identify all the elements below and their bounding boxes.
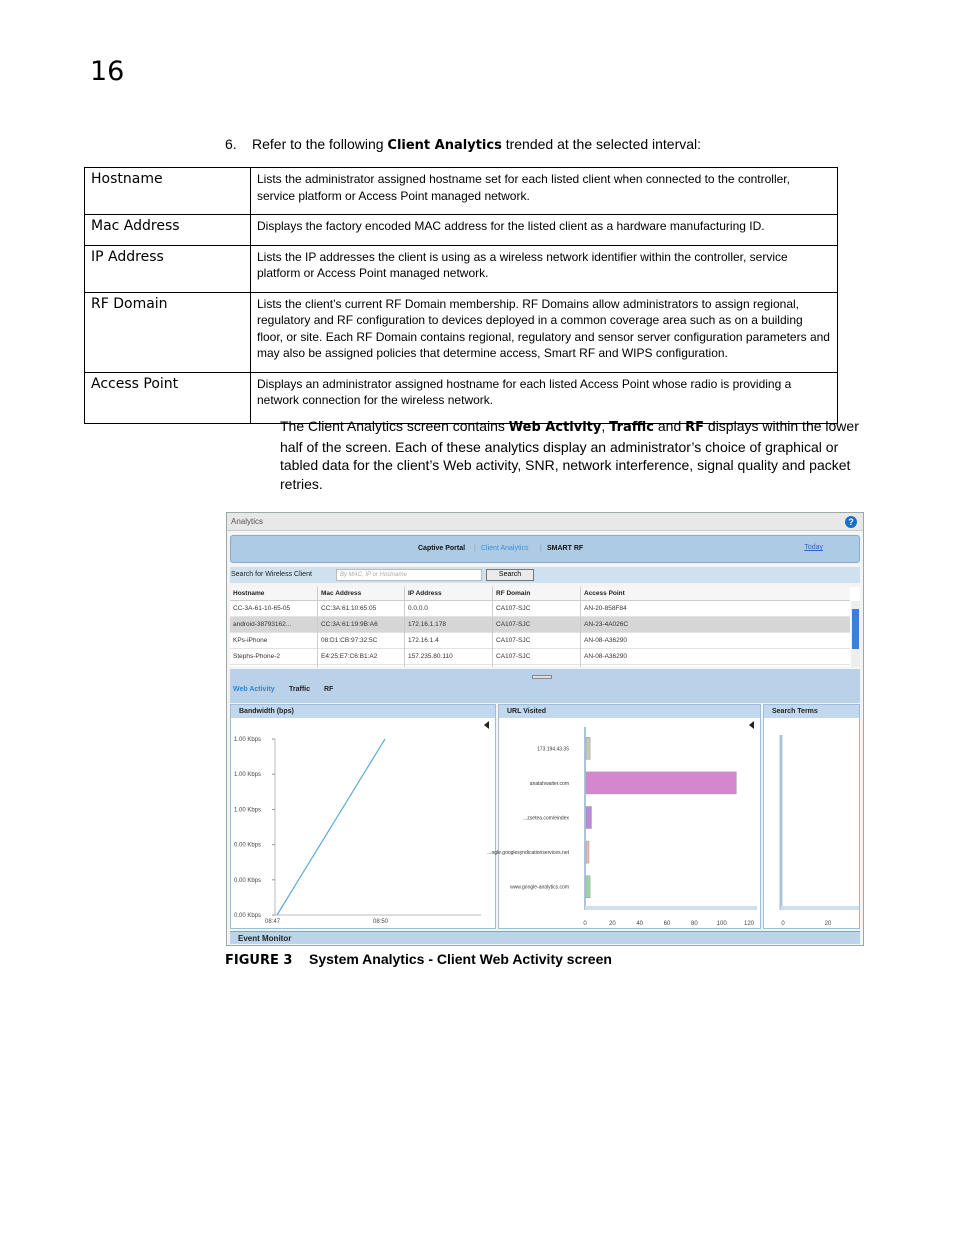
table-row[interactable] bbox=[230, 649, 850, 665]
bandwidth-series-line bbox=[277, 739, 385, 915]
tab-separator: | bbox=[474, 545, 476, 552]
panel-splitter-handle[interactable] bbox=[532, 675, 552, 679]
y-tick-label: 0.00 Kbps bbox=[234, 877, 262, 884]
url-bar bbox=[586, 841, 589, 863]
figure-caption bbox=[225, 951, 612, 968]
table-row[interactable] bbox=[230, 601, 850, 617]
x-tick-label: 40 bbox=[636, 921, 644, 927]
column-divider bbox=[492, 587, 493, 667]
x-tick-label: 0 bbox=[583, 921, 587, 927]
search-bar bbox=[230, 567, 860, 583]
table-row[interactable] bbox=[230, 617, 850, 633]
category-label: anatahwaiter.com bbox=[529, 780, 569, 787]
cell-rf-domain: CA107-SJC bbox=[496, 605, 531, 612]
chapter-number: 16 bbox=[90, 56, 125, 87]
cell-ip: 172.16.1.4 bbox=[408, 637, 439, 644]
cell-mac: E4:25:E7:C6:B1:A2 bbox=[321, 653, 378, 660]
y-tick-label: 1.00 Kbps bbox=[234, 737, 262, 743]
cell-ip: 157.235.80.110 bbox=[408, 653, 453, 660]
analytics-title-bar bbox=[227, 513, 863, 531]
para-bold-rf: RF bbox=[685, 420, 705, 435]
x-tick-label: 120 bbox=[743, 921, 755, 927]
category-label: 173.194.43.35 bbox=[537, 746, 569, 753]
definition-row bbox=[85, 245, 838, 292]
cell-access-point: AN-08-A36290 bbox=[584, 637, 627, 644]
tab-captive-portal[interactable]: Captive Portal bbox=[418, 545, 466, 552]
analytics-title: Analytics bbox=[231, 517, 264, 526]
step-emphasis: Client Analytics bbox=[387, 138, 502, 153]
x-axis-band bbox=[781, 906, 859, 910]
definition-row bbox=[85, 372, 838, 423]
column-header[interactable]: RF Domain bbox=[496, 590, 531, 597]
definition-description: Lists the client’s current RF Domain membership. RF Domains allow administrators to assign regional, regulatory and RF configuration to devices deployed in a common coverage area such as on a building floor, or site. Each RF Domain contains regional, regulatory and sensor server configuration parameters and may also be assigned policies that determine access, Smart RF and WIPS configuration. bbox=[251, 292, 838, 372]
cell-ip: 172.16.1.178 bbox=[408, 621, 446, 628]
cell-mac: 08:D1:CB:97:32:5C bbox=[321, 637, 378, 644]
cell-hostname: Stephs-Phone-2 bbox=[233, 653, 280, 660]
search-label: Search for Wireless Client bbox=[231, 571, 312, 578]
url-bar bbox=[586, 876, 590, 898]
body-paragraph bbox=[280, 417, 872, 493]
help-icon[interactable]: ? bbox=[845, 516, 857, 528]
event-monitor-bar[interactable]: Event Monitor bbox=[230, 931, 860, 944]
x-axis-band bbox=[585, 906, 757, 910]
column-divider bbox=[404, 587, 405, 667]
column-header[interactable]: Mac Address bbox=[321, 590, 362, 597]
cell-access-point: AN-08-A36290 bbox=[584, 653, 627, 660]
url-panel bbox=[487, 704, 761, 929]
category-label: www.google-analytics.com bbox=[510, 884, 569, 891]
search-terms-panel-title: Search Terms bbox=[764, 705, 859, 718]
x-tick-label: 08:47 bbox=[265, 919, 281, 925]
bandwidth-panel-title: Bandwidth (bps) bbox=[231, 705, 495, 718]
step-suffix: trended at the selected interval: bbox=[501, 136, 702, 152]
y-tick-label: 0.00 Kbps bbox=[234, 913, 262, 919]
tab-client-analytics[interactable]: Client Analytics bbox=[481, 545, 529, 552]
para-text: displays within the lower half of the screen. Each of these analytics display an administrator’s choice of graphical or tabled data for the client’s Web activity, SNR, network interference, signal quality and packet retries. bbox=[280, 418, 859, 492]
category-label: ...zsetea.com/eindex bbox=[523, 815, 569, 822]
cell-hostname: android-38793162... bbox=[233, 621, 292, 628]
x-tick-label: 0 bbox=[781, 921, 785, 927]
figure-label: FIGURE 3 bbox=[225, 953, 293, 968]
y-tick-label: 1.00 Kbps bbox=[234, 807, 262, 814]
search-terms-chart bbox=[764, 705, 861, 930]
tab-separator: | bbox=[540, 545, 542, 552]
column-header[interactable]: Access Point bbox=[584, 590, 625, 597]
definition-row bbox=[85, 215, 838, 246]
step-number: 6. bbox=[225, 136, 237, 152]
para-bold-web-activity: Web Activity bbox=[508, 420, 602, 435]
step-prefix: Refer to the following bbox=[252, 136, 388, 152]
x-tick-label: 08:50 bbox=[373, 919, 389, 925]
analytics-tab-bar bbox=[230, 535, 860, 563]
definition-term: IP Address bbox=[85, 245, 251, 292]
cell-rf-domain: CA107-SJC bbox=[496, 653, 531, 660]
url-panel-title: URL Visited bbox=[499, 705, 760, 718]
definition-term: RF Domain bbox=[85, 292, 251, 372]
definition-description: Displays an administrator assigned hostname for each listed Access Point whose radio is providing a network connection for the wireless network. bbox=[251, 372, 838, 423]
x-tick-label: 20 bbox=[608, 921, 616, 927]
subtab-rf[interactable]: RF bbox=[324, 686, 334, 693]
search-input[interactable]: By MAC, IP or Hostname bbox=[336, 569, 482, 581]
search-button[interactable]: Search bbox=[486, 569, 534, 581]
search-terms-panel bbox=[763, 704, 860, 929]
definition-term: Hostname bbox=[85, 168, 251, 215]
column-header[interactable]: IP Address bbox=[408, 590, 442, 597]
para-text: and bbox=[653, 418, 686, 434]
cell-ip: 0.0.0.0 bbox=[408, 605, 428, 612]
cell-rf-domain: CA107-SJC bbox=[496, 621, 531, 628]
y-tick-label: 1.00 Kbps bbox=[234, 772, 262, 779]
tab-smart-rf[interactable]: SMART RF bbox=[547, 545, 584, 552]
definition-row bbox=[85, 292, 838, 372]
column-header[interactable]: Hostname bbox=[233, 590, 265, 597]
url-bar bbox=[586, 807, 591, 829]
cell-mac: CC:3A:61:10:65:05 bbox=[321, 605, 377, 612]
definition-description: Lists the IP addresses the client is using as a wireless network identifier within the controller, service platform or Access Point managed network. bbox=[251, 245, 838, 292]
y-tick-label: 0.00 Kbps bbox=[234, 842, 262, 849]
url-bar bbox=[586, 772, 736, 794]
para-text: , bbox=[601, 418, 610, 434]
definition-term: Mac Address bbox=[85, 215, 251, 246]
para-text: The Client Analytics screen contains bbox=[280, 418, 509, 434]
table-row[interactable] bbox=[230, 633, 850, 649]
column-divider bbox=[580, 587, 581, 667]
x-tick-label: 80 bbox=[690, 921, 698, 927]
url-bar bbox=[586, 737, 590, 759]
bandwidth-panel bbox=[230, 704, 496, 929]
definition-description: Displays the factory encoded MAC address for the listed client as a hardware manufacturing ID. bbox=[251, 215, 838, 246]
column-divider bbox=[317, 587, 318, 667]
x-tick-label: 60 bbox=[663, 921, 671, 927]
cell-hostname: KPs-iPhone bbox=[233, 637, 268, 644]
cell-access-point: AN-23-4A026C bbox=[584, 621, 629, 628]
client-table-header bbox=[230, 587, 850, 601]
definitions-table bbox=[84, 167, 838, 424]
cell-mac: CC:3A:61:19:9B:A6 bbox=[321, 621, 378, 628]
para-bold-traffic: Traffic bbox=[609, 420, 654, 435]
step-instruction bbox=[225, 136, 701, 153]
definition-description: Lists the administrator assigned hostname set for each listed client when connected to the controller, service platform or Access Point managed network. bbox=[251, 168, 838, 215]
category-label: ...ogle.googlesyndicationservices.net bbox=[487, 850, 569, 857]
table-scrollbar[interactable] bbox=[851, 601, 860, 667]
subtab-web-activity[interactable]: Web Activity bbox=[233, 686, 275, 693]
definition-row bbox=[85, 168, 838, 215]
subtab-traffic[interactable]: Traffic bbox=[289, 686, 311, 693]
today-link[interactable]: Today bbox=[804, 544, 823, 551]
bandwidth-chart bbox=[231, 705, 497, 930]
url-chart bbox=[487, 705, 762, 930]
cell-rf-domain: CA107-SJC bbox=[496, 637, 531, 644]
definition-term: Access Point bbox=[85, 372, 251, 423]
cell-access-point: AN-20-858F84 bbox=[584, 605, 627, 612]
scrollbar-thumb[interactable] bbox=[852, 609, 859, 649]
x-tick-label: 20 bbox=[824, 921, 832, 927]
client-table bbox=[230, 587, 860, 667]
analytics-screenshot bbox=[226, 512, 864, 946]
cell-hostname: CC-3A-61-10-65-05 bbox=[233, 605, 291, 612]
x-tick-label: 100 bbox=[716, 921, 727, 927]
figure-caption-text: System Analytics - Client Web Activity screen bbox=[309, 951, 612, 967]
